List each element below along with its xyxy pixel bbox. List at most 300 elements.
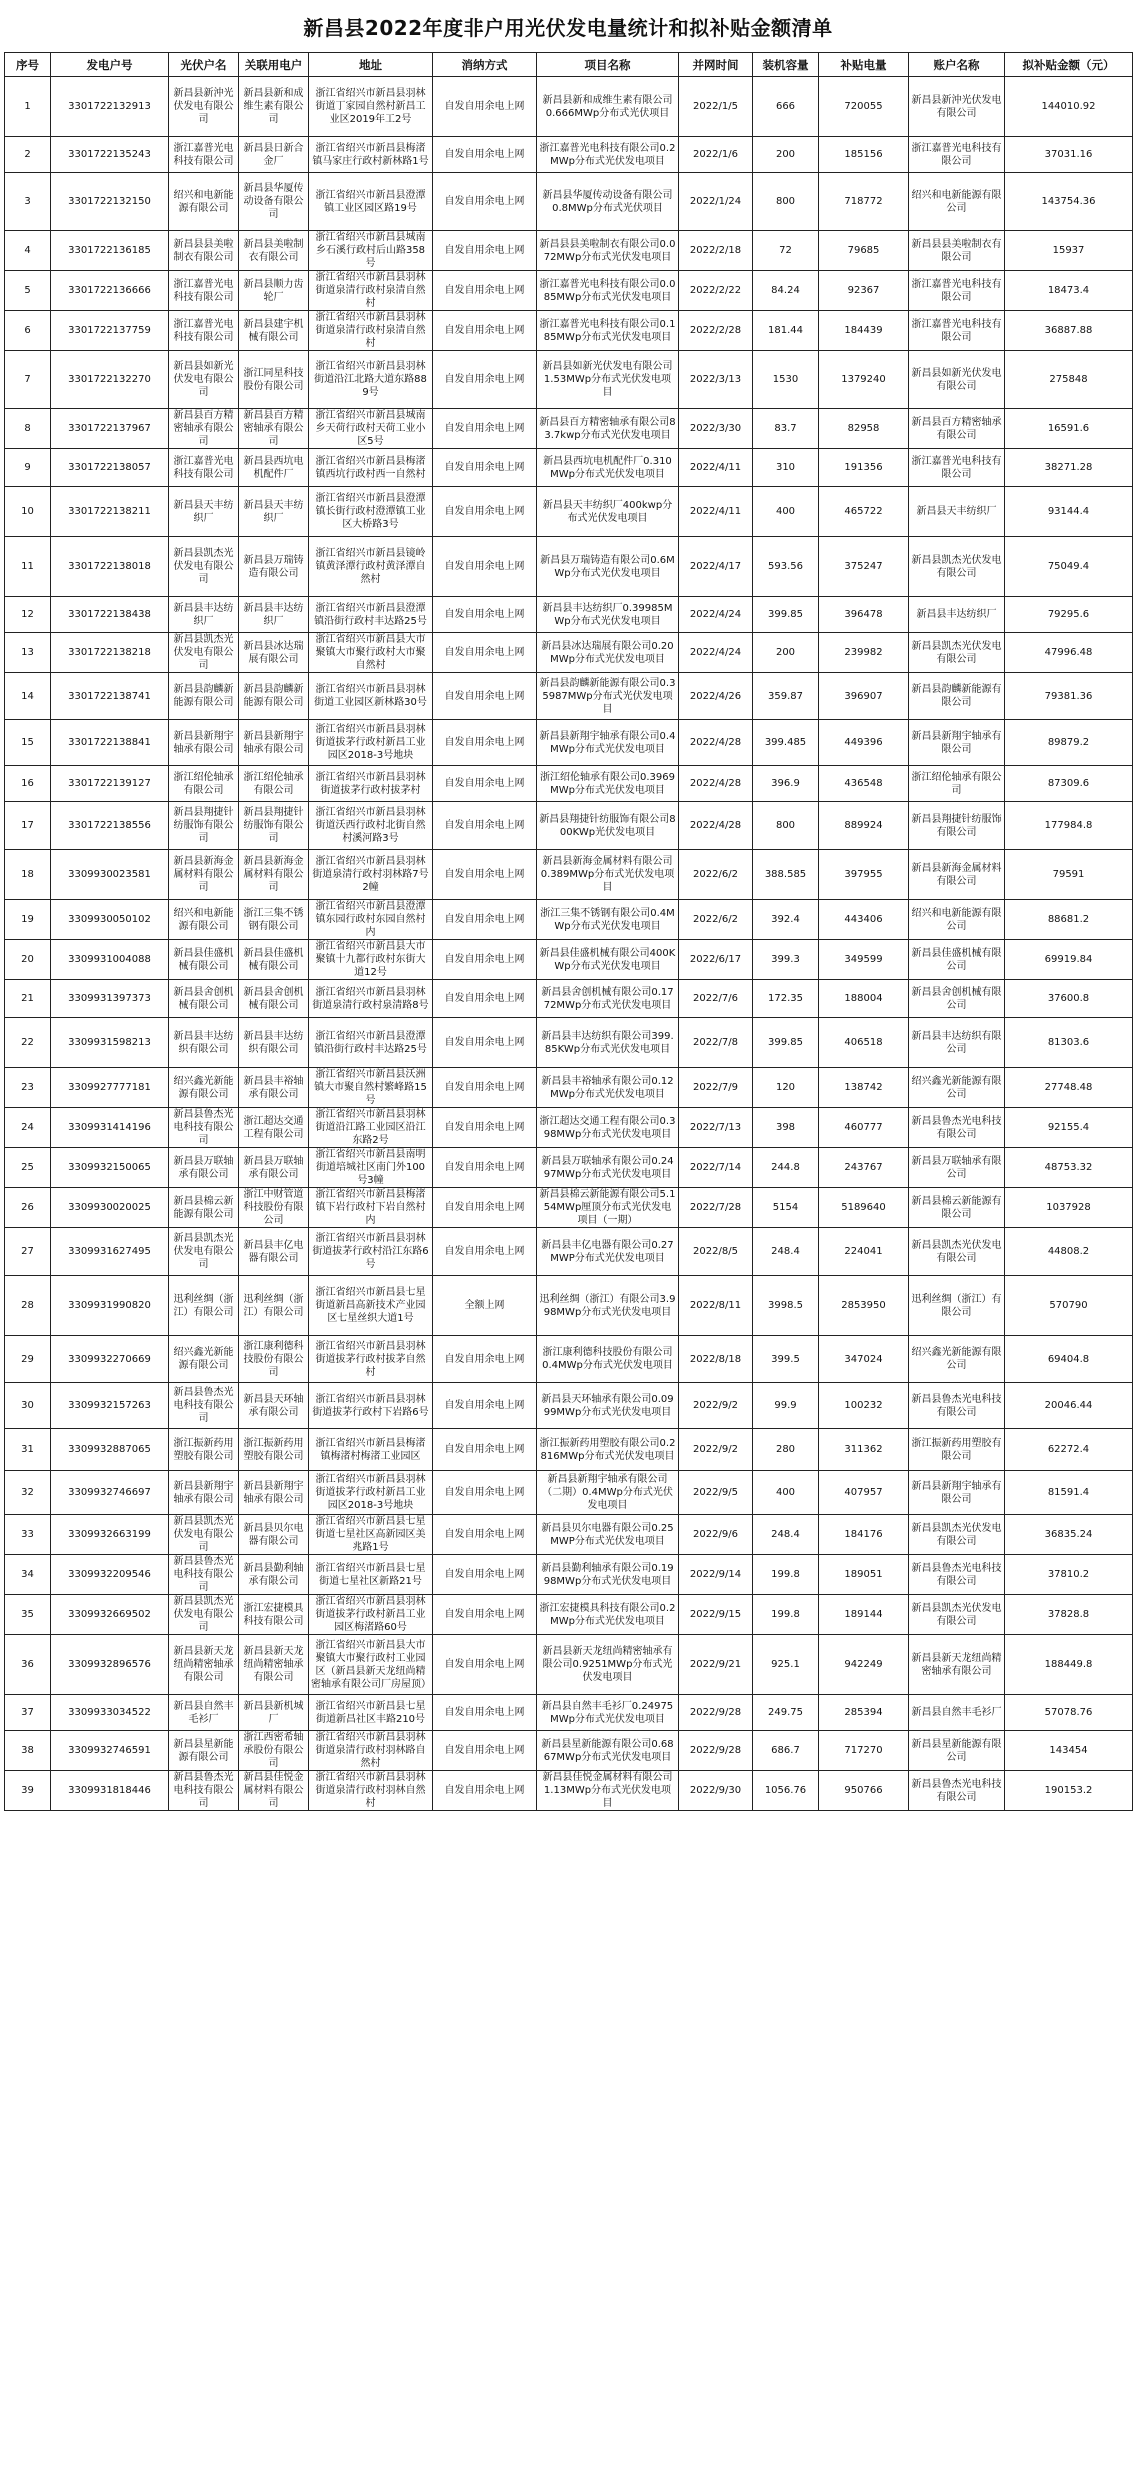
cell-linked-user: 新昌县佳盛机械有限公司 <box>239 940 309 980</box>
cell-capacity: 244.8 <box>753 1148 819 1188</box>
cell-subsidy-energy: 407957 <box>819 1471 909 1515</box>
cell-index: 37 <box>5 1695 51 1731</box>
cell-gen-account: 3309932270669 <box>51 1336 169 1383</box>
cell-subsidy-amount: 89879.2 <box>1005 720 1133 766</box>
cell-subsidy-energy: 189144 <box>819 1595 909 1635</box>
cell-project: 新昌县棉云新能源有限公司5.154MWp厘顶分布式光伏发电项目（一期） <box>537 1188 679 1228</box>
cell-gen-account: 3301722132913 <box>51 77 169 137</box>
cell-consumption: 自发自用余电上网 <box>433 311 537 351</box>
cell-consumption: 全额上网 <box>433 1276 537 1336</box>
cell-pv-name: 新昌县如新光伏发电有限公司 <box>169 351 239 409</box>
cell-account-name: 迅利丝绸（浙江）有限公司 <box>909 1276 1005 1336</box>
cell-address: 浙江省绍兴市新昌县梅渚镇西坑行政村西一自然村 <box>309 449 433 487</box>
cell-project: 浙江超达交通工程有限公司0.398MWp分布式光伏发电项目 <box>537 1108 679 1148</box>
cell-pv-name: 迅利丝绸（浙江）有限公司 <box>169 1276 239 1336</box>
cell-index: 17 <box>5 802 51 850</box>
cell-project: 新昌县万联轴承有限公司0.2497MWp分布式光伏发电项目 <box>537 1148 679 1188</box>
cell-capacity: 399.85 <box>753 1018 819 1068</box>
cell-gen-account: 3301722132270 <box>51 351 169 409</box>
cell-capacity: 1056.76 <box>753 1771 819 1811</box>
cell-capacity: 686.7 <box>753 1731 819 1771</box>
table-row <box>5 1383 1133 1429</box>
cell-capacity: 399.3 <box>753 940 819 980</box>
cell-grid-date: 2022/6/17 <box>679 940 753 980</box>
table-row <box>5 1635 1133 1695</box>
cell-account-name: 新昌县凯杰光伏发电有限公司 <box>909 1228 1005 1276</box>
cell-project: 新昌县丰裕轴承有限公司0.12MWp分布式光伏发电项目 <box>537 1068 679 1108</box>
cell-linked-user: 新昌县建宇机械有限公司 <box>239 311 309 351</box>
cell-account-name: 新昌县星新能源有限公司 <box>909 1731 1005 1771</box>
cell-subsidy-amount: 1037928 <box>1005 1188 1133 1228</box>
cell-account-name: 浙江振新药用塑胶有限公司 <box>909 1429 1005 1471</box>
cell-account-name: 新昌县如新光伏发电有限公司 <box>909 351 1005 409</box>
cell-project: 新昌县星新能源有限公司0.6867MWp分布式光伏发电项目 <box>537 1731 679 1771</box>
cell-subsidy-amount: 37031.16 <box>1005 137 1133 173</box>
cell-index: 1 <box>5 77 51 137</box>
cell-linked-user: 新昌县贝尔电器有限公司 <box>239 1515 309 1555</box>
cell-linked-user: 新昌县新翔宇轴承有限公司 <box>239 720 309 766</box>
cell-gen-account: 3301722132150 <box>51 173 169 231</box>
cell-capacity: 181.44 <box>753 311 819 351</box>
cell-index: 27 <box>5 1228 51 1276</box>
cell-capacity: 396.9 <box>753 766 819 802</box>
cell-address: 浙江省绍兴市新昌县羽林街道工业园区新林路30号 <box>309 673 433 720</box>
cell-capacity: 199.8 <box>753 1555 819 1595</box>
table-row <box>5 1515 1133 1555</box>
cell-gen-account: 3309931004088 <box>51 940 169 980</box>
cell-linked-user: 迅利丝绸（浙江）有限公司 <box>239 1276 309 1336</box>
cell-gen-account: 3301722136666 <box>51 271 169 311</box>
cell-address: 浙江省绍兴市新昌县羽林街道拔茅行政村拔茅自然村 <box>309 1336 433 1383</box>
cell-consumption: 自发自用余电上网 <box>433 900 537 940</box>
cell-index: 11 <box>5 537 51 597</box>
cell-capacity: 280 <box>753 1429 819 1471</box>
cell-consumption: 自发自用余电上网 <box>433 633 537 673</box>
cell-address: 浙江省绍兴市新昌县澄潭镇工业区园区路19号 <box>309 173 433 231</box>
cell-project: 浙江康利德科技股份有限公司0.4MWp分布式光伏发电项目 <box>537 1336 679 1383</box>
cell-subsidy-energy: 79685 <box>819 231 909 271</box>
cell-consumption: 自发自用余电上网 <box>433 137 537 173</box>
cell-grid-date: 2022/7/28 <box>679 1188 753 1228</box>
cell-consumption: 自发自用余电上网 <box>433 673 537 720</box>
cell-grid-date: 2022/6/2 <box>679 850 753 900</box>
cell-grid-date: 2022/6/2 <box>679 900 753 940</box>
cell-linked-user: 新昌县佳悦金属材料有限公司 <box>239 1771 309 1811</box>
cell-project: 新昌县县美啦制衣有限公司0.072MWp分布式光伏发电项目 <box>537 231 679 271</box>
cell-pv-name: 新昌县星新能源有限公司 <box>169 1731 239 1771</box>
table-row <box>5 1695 1133 1731</box>
cell-index: 39 <box>5 1771 51 1811</box>
header-cell-linked-user: 关联用电户 <box>239 53 309 77</box>
cell-address: 浙江省绍兴市新昌县澄潭镇东园行政村东园自然村内 <box>309 900 433 940</box>
cell-pv-name: 新昌县凯杰光伏发电有限公司 <box>169 1515 239 1555</box>
cell-linked-user: 新昌县美啦制衣有限公司 <box>239 231 309 271</box>
cell-pv-name: 新昌县凯杰光伏发电有限公司 <box>169 1228 239 1276</box>
cell-linked-user: 新昌县新海金属材料有限公司 <box>239 850 309 900</box>
cell-pv-name: 新昌县凯杰光伏发电有限公司 <box>169 537 239 597</box>
cell-index: 30 <box>5 1383 51 1429</box>
cell-project: 新昌县西坑电机配件厂0.310MWp分布式光伏发电项目 <box>537 449 679 487</box>
cell-gen-account: 3309931598213 <box>51 1018 169 1068</box>
cell-consumption: 自发自用余电上网 <box>433 1228 537 1276</box>
cell-account-name: 新昌县新翔宇轴承有限公司 <box>909 720 1005 766</box>
cell-subsidy-energy: 718772 <box>819 173 909 231</box>
cell-grid-date: 2022/7/6 <box>679 980 753 1018</box>
cell-grid-date: 2022/4/17 <box>679 537 753 597</box>
cell-consumption: 自发自用余电上网 <box>433 1731 537 1771</box>
table-row <box>5 940 1133 980</box>
cell-index: 8 <box>5 409 51 449</box>
cell-linked-user: 新昌县新和成维生素有限公司 <box>239 77 309 137</box>
cell-capacity: 200 <box>753 137 819 173</box>
cell-subsidy-energy: 82958 <box>819 409 909 449</box>
table-row <box>5 409 1133 449</box>
cell-grid-date: 2022/4/28 <box>679 802 753 850</box>
cell-consumption: 自发自用余电上网 <box>433 1018 537 1068</box>
cell-index: 5 <box>5 271 51 311</box>
cell-subsidy-energy: 100232 <box>819 1383 909 1429</box>
cell-consumption: 自发自用余电上网 <box>433 271 537 311</box>
cell-consumption: 自发自用余电上网 <box>433 1771 537 1811</box>
cell-address: 浙江省绍兴市新昌县澄潭镇沿街行政村丰达路25号 <box>309 597 433 633</box>
cell-pv-name: 新昌县丰达纺织有限公司 <box>169 1018 239 1068</box>
cell-subsidy-amount: 69919.84 <box>1005 940 1133 980</box>
cell-address: 浙江省绍兴市新昌县羽林街道丁家园自然村新昌工业区2019年工2号 <box>309 77 433 137</box>
header-cell-account-name: 账户名称 <box>909 53 1005 77</box>
cell-project: 新昌县百方精密轴承有限公司83.7kwp分布式光伏发电项目 <box>537 409 679 449</box>
cell-capacity: 392.4 <box>753 900 819 940</box>
cell-project: 浙江宏捷模具科技有限公司0.2MWp分布式光伏发电项目 <box>537 1595 679 1635</box>
cell-pv-name: 新昌县新翔宇轴承有限公司 <box>169 1471 239 1515</box>
cell-consumption: 自发自用余电上网 <box>433 597 537 633</box>
cell-gen-account: 3309931627495 <box>51 1228 169 1276</box>
cell-pv-name: 新昌县翔捷针纺服饰有限公司 <box>169 802 239 850</box>
cell-address: 浙江省绍兴市新昌县羽林街道泉清行政村泉清路8号 <box>309 980 433 1018</box>
cell-pv-name: 新昌县丰达纺织厂 <box>169 597 239 633</box>
cell-project: 新昌县天环轴承有限公司0.0999MWp分布式光伏发电项目 <box>537 1383 679 1429</box>
cell-pv-name: 新昌县新沖光伏发电有限公司 <box>169 77 239 137</box>
cell-account-name: 新昌县佳盛机械有限公司 <box>909 940 1005 980</box>
cell-address: 浙江省绍兴市新昌县梅渚镇下岩行政村下岩自然村内 <box>309 1188 433 1228</box>
cell-subsidy-energy: 188004 <box>819 980 909 1018</box>
cell-pv-name: 新昌县鲁杰光电科技有限公司 <box>169 1771 239 1811</box>
cell-address: 浙江省绍兴市新昌县羽林街道拔茅行政村沿江东路6号 <box>309 1228 433 1276</box>
cell-consumption: 自发自用余电上网 <box>433 720 537 766</box>
cell-address: 浙江省绍兴市新昌县羽林街道沃西行政村北街自然村溪河路3号 <box>309 802 433 850</box>
cell-index: 28 <box>5 1276 51 1336</box>
cell-subsidy-energy: 396907 <box>819 673 909 720</box>
cell-pv-name: 新昌县县美啦制衣有限公司 <box>169 231 239 271</box>
cell-gen-account: 3309930050102 <box>51 900 169 940</box>
cell-account-name: 新昌县天丰纺织厂 <box>909 487 1005 537</box>
cell-subsidy-amount: 69404.8 <box>1005 1336 1133 1383</box>
cell-address: 浙江省绍兴市新昌县羽林街道沿江北路大道东路889号 <box>309 351 433 409</box>
cell-subsidy-amount: 16591.6 <box>1005 409 1133 449</box>
header-cell-gen-account: 发电户号 <box>51 53 169 77</box>
cell-account-name: 新昌县凯杰光伏发电有限公司 <box>909 1515 1005 1555</box>
cell-address: 浙江省绍兴市新昌县澄潭镇沿街行政村丰达路25号 <box>309 1018 433 1068</box>
cell-gen-account: 3309930020025 <box>51 1188 169 1228</box>
cell-capacity: 400 <box>753 487 819 537</box>
cell-pv-name: 浙江绍伦轴承有限公司 <box>169 766 239 802</box>
cell-index: 15 <box>5 720 51 766</box>
cell-gen-account: 3309932157263 <box>51 1383 169 1429</box>
cell-subsidy-energy: 406518 <box>819 1018 909 1068</box>
cell-grid-date: 2022/7/9 <box>679 1068 753 1108</box>
cell-capacity: 399.485 <box>753 720 819 766</box>
cell-subsidy-amount: 18473.4 <box>1005 271 1133 311</box>
cell-capacity: 399.5 <box>753 1336 819 1383</box>
cell-grid-date: 2022/9/30 <box>679 1771 753 1811</box>
cell-subsidy-energy: 436548 <box>819 766 909 802</box>
cell-linked-user: 新昌县百方精密轴承有限公司 <box>239 409 309 449</box>
cell-subsidy-amount: 144010.92 <box>1005 77 1133 137</box>
table-row <box>5 137 1133 173</box>
cell-linked-user: 新昌县丰达纺织有限公司 <box>239 1018 309 1068</box>
cell-account-name: 新昌县舍创机械有限公司 <box>909 980 1005 1018</box>
header-cell-pv-name: 光伏户名 <box>169 53 239 77</box>
cell-account-name: 浙江嘉普光电科技有限公司 <box>909 271 1005 311</box>
cell-address: 浙江省绍兴市新昌县城南乡天荷行政村天荷工业小区5号 <box>309 409 433 449</box>
cell-subsidy-energy: 950766 <box>819 1771 909 1811</box>
cell-subsidy-amount: 47996.48 <box>1005 633 1133 673</box>
cell-grid-date: 2022/8/5 <box>679 1228 753 1276</box>
table-row <box>5 311 1133 351</box>
cell-consumption: 自发自用余电上网 <box>433 1635 537 1695</box>
cell-capacity: 388.585 <box>753 850 819 900</box>
cell-subsidy-amount: 188449.8 <box>1005 1635 1133 1695</box>
cell-project: 新昌县佳悦金属材料有限公司1.13MWp分布式光伏发电项目 <box>537 1771 679 1811</box>
cell-address: 浙江省绍兴市新昌县羽林街道拔茅行政村拔茅村 <box>309 766 433 802</box>
cell-grid-date: 2022/8/18 <box>679 1336 753 1383</box>
cell-gen-account: 3301722138057 <box>51 449 169 487</box>
cell-consumption: 自发自用余电上网 <box>433 351 537 409</box>
cell-subsidy-amount: 143454 <box>1005 1731 1133 1771</box>
cell-linked-user: 新昌县舍创机械有限公司 <box>239 980 309 1018</box>
cell-capacity: 200 <box>753 633 819 673</box>
cell-grid-date: 2022/9/14 <box>679 1555 753 1595</box>
cell-capacity: 593.56 <box>753 537 819 597</box>
cell-account-name: 新昌县凯杰光伏发电有限公司 <box>909 633 1005 673</box>
table-row <box>5 1276 1133 1336</box>
cell-subsidy-energy: 1379240 <box>819 351 909 409</box>
cell-index: 13 <box>5 633 51 673</box>
cell-linked-user: 浙江超达交通工程有限公司 <box>239 1108 309 1148</box>
cell-subsidy-energy: 184176 <box>819 1515 909 1555</box>
cell-consumption: 自发自用余电上网 <box>433 173 537 231</box>
cell-capacity: 72 <box>753 231 819 271</box>
header-cell-address: 地址 <box>309 53 433 77</box>
cell-subsidy-energy: 311362 <box>819 1429 909 1471</box>
cell-account-name: 新昌县丰达纺织厂 <box>909 597 1005 633</box>
cell-subsidy-energy: 347024 <box>819 1336 909 1383</box>
cell-project: 浙江嘉普光电科技有限公司0.085MWp分布式光伏发电项目 <box>537 271 679 311</box>
cell-account-name: 新昌县自然丰毛衫厂 <box>909 1695 1005 1731</box>
cell-grid-date: 2022/3/30 <box>679 409 753 449</box>
cell-project: 新昌县丰达纺织有限公司399.85KWp分布式光伏发电项目 <box>537 1018 679 1068</box>
cell-gen-account: 3301722135243 <box>51 137 169 173</box>
cell-grid-date: 2022/4/11 <box>679 487 753 537</box>
cell-account-name: 新昌县新天龙纽尚精密轴承有限公司 <box>909 1635 1005 1695</box>
cell-linked-user: 新昌县韵麟新能源有限公司 <box>239 673 309 720</box>
cell-capacity: 400 <box>753 1471 819 1515</box>
cell-pv-name: 新昌县新翔宇轴承有限公司 <box>169 720 239 766</box>
cell-project: 新昌县佳盛机械有限公司400KWp分布式光伏发电项目 <box>537 940 679 980</box>
table-row <box>5 351 1133 409</box>
cell-grid-date: 2022/9/28 <box>679 1695 753 1731</box>
cell-account-name: 新昌县鲁杰光电科技有限公司 <box>909 1555 1005 1595</box>
cell-index: 25 <box>5 1148 51 1188</box>
cell-address: 浙江省绍兴市新昌县羽林街道拔茅行政村下岩路6号 <box>309 1383 433 1429</box>
table-row <box>5 673 1133 720</box>
cell-linked-user: 新昌县天环轴承有限公司 <box>239 1383 309 1429</box>
cell-account-name: 新昌县鲁杰光电科技有限公司 <box>909 1108 1005 1148</box>
cell-index: 31 <box>5 1429 51 1471</box>
cell-gen-account: 3309932746591 <box>51 1731 169 1771</box>
cell-capacity: 3998.5 <box>753 1276 819 1336</box>
cell-grid-date: 2022/9/2 <box>679 1383 753 1429</box>
header-cell-capacity: 装机容量 <box>753 53 819 77</box>
cell-address: 浙江省绍兴市新昌县羽林街道沿江路工业园区沿江东路2号 <box>309 1108 433 1148</box>
cell-subsidy-amount: 79591 <box>1005 850 1133 900</box>
cell-subsidy-amount: 27748.48 <box>1005 1068 1133 1108</box>
cell-subsidy-amount: 79381.36 <box>1005 673 1133 720</box>
cell-subsidy-energy: 5189640 <box>819 1188 909 1228</box>
cell-linked-user: 浙江宏捷模具科技有限公司 <box>239 1595 309 1635</box>
cell-account-name: 浙江嘉普光电科技有限公司 <box>909 311 1005 351</box>
cell-index: 21 <box>5 980 51 1018</box>
cell-pv-name: 新昌县凯杰光伏发电有限公司 <box>169 1595 239 1635</box>
cell-account-name: 浙江嘉普光电科技有限公司 <box>909 449 1005 487</box>
cell-address: 浙江省绍兴市新昌县羽林街道泉清行政村羽林路自然村 <box>309 1731 433 1771</box>
header-cell-subsidy-amount: 拟补贴金额（元） <box>1005 53 1133 77</box>
cell-linked-user: 浙江中财管道科技股份有限公司 <box>239 1188 309 1228</box>
cell-subsidy-amount: 92155.4 <box>1005 1108 1133 1148</box>
table-row <box>5 1771 1133 1811</box>
cell-subsidy-energy: 397955 <box>819 850 909 900</box>
table-row <box>5 231 1133 271</box>
cell-capacity: 399.85 <box>753 597 819 633</box>
cell-account-name: 新昌县百方精密轴承有限公司 <box>909 409 1005 449</box>
cell-account-name: 绍兴和电新能源有限公司 <box>909 900 1005 940</box>
cell-subsidy-amount: 62272.4 <box>1005 1429 1133 1471</box>
cell-grid-date: 2022/4/26 <box>679 673 753 720</box>
cell-index: 32 <box>5 1471 51 1515</box>
cell-subsidy-amount: 36887.88 <box>1005 311 1133 351</box>
cell-grid-date: 2022/9/5 <box>679 1471 753 1515</box>
cell-subsidy-energy: 449396 <box>819 720 909 766</box>
cell-address: 浙江省绍兴市新昌县七星街道七星社区新路21号 <box>309 1555 433 1595</box>
table-row <box>5 633 1133 673</box>
cell-subsidy-amount: 38271.28 <box>1005 449 1133 487</box>
cell-consumption: 自发自用余电上网 <box>433 487 537 537</box>
cell-index: 34 <box>5 1555 51 1595</box>
cell-project: 新昌县万瑞铸造有限公司0.6MWp分布式光伏发电项目 <box>537 537 679 597</box>
cell-grid-date: 2022/9/15 <box>679 1595 753 1635</box>
cell-index: 12 <box>5 597 51 633</box>
cell-account-name: 新昌县凯杰光伏发电有限公司 <box>909 537 1005 597</box>
cell-subsidy-energy: 443406 <box>819 900 909 940</box>
cell-project: 新昌县勤利轴承有限公司0.1998MWp分布式光伏发电项目 <box>537 1555 679 1595</box>
table-row <box>5 720 1133 766</box>
cell-gen-account: 3301722138218 <box>51 633 169 673</box>
cell-subsidy-energy: 465722 <box>819 487 909 537</box>
cell-consumption: 自发自用余电上网 <box>433 1471 537 1515</box>
cell-subsidy-energy: 285394 <box>819 1695 909 1731</box>
cell-subsidy-energy: 243767 <box>819 1148 909 1188</box>
cell-subsidy-energy: 184439 <box>819 311 909 351</box>
cell-gen-account: 3309932746697 <box>51 1471 169 1515</box>
cell-project: 新昌县自然丰毛衫厂0.24975MWp分布式光伏发电项目 <box>537 1695 679 1731</box>
table-row <box>5 802 1133 850</box>
cell-linked-user: 新昌县冰达瑞展有限公司 <box>239 633 309 673</box>
header-cell-index: 序号 <box>5 53 51 77</box>
cell-consumption: 自发自用余电上网 <box>433 1515 537 1555</box>
cell-pv-name: 新昌县万联轴承有限公司 <box>169 1148 239 1188</box>
cell-gen-account: 3309932896576 <box>51 1635 169 1695</box>
cell-pv-name: 绍兴鑫光新能源有限公司 <box>169 1068 239 1108</box>
cell-subsidy-amount: 79295.6 <box>1005 597 1133 633</box>
cell-grid-date: 2022/2/18 <box>679 231 753 271</box>
cell-index: 35 <box>5 1595 51 1635</box>
cell-index: 14 <box>5 673 51 720</box>
cell-consumption: 自发自用余电上网 <box>433 1555 537 1595</box>
cell-index: 16 <box>5 766 51 802</box>
cell-grid-date: 2022/7/13 <box>679 1108 753 1148</box>
table-row <box>5 77 1133 137</box>
cell-project: 新昌县新和成维生素有限公司0.666MWp分布式光伏项目 <box>537 77 679 137</box>
table-row <box>5 980 1133 1018</box>
cell-consumption: 自发自用余电上网 <box>433 409 537 449</box>
cell-pv-name: 新昌县韵麟新能源有限公司 <box>169 673 239 720</box>
cell-linked-user: 浙江绍伦轴承有限公司 <box>239 766 309 802</box>
cell-subsidy-energy: 239982 <box>819 633 909 673</box>
cell-capacity: 172.35 <box>753 980 819 1018</box>
cell-linked-user: 新昌县华厦传动设备有限公司 <box>239 173 309 231</box>
cell-capacity: 1530 <box>753 351 819 409</box>
cell-index: 20 <box>5 940 51 980</box>
cell-grid-date: 2022/4/28 <box>679 766 753 802</box>
cell-account-name: 新昌县凯杰光伏发电有限公司 <box>909 1595 1005 1635</box>
cell-pv-name: 绍兴鑫光新能源有限公司 <box>169 1336 239 1383</box>
table-row <box>5 900 1133 940</box>
cell-index: 33 <box>5 1515 51 1555</box>
cell-index: 38 <box>5 1731 51 1771</box>
cell-account-name: 新昌县翔捷针纺服饰有限公司 <box>909 802 1005 850</box>
table-row <box>5 1336 1133 1383</box>
cell-linked-user: 浙江同星科技股份有限公司 <box>239 351 309 409</box>
cell-account-name: 新昌县新翔宇轴承有限公司 <box>909 1471 1005 1515</box>
cell-subsidy-amount: 81591.4 <box>1005 1471 1133 1515</box>
cell-subsidy-amount: 37810.2 <box>1005 1555 1133 1595</box>
cell-address: 浙江省绍兴市新昌县大市聚镇十九都行政村东街大道12号 <box>309 940 433 980</box>
cell-project: 浙江三集不锈钢有限公司0.4MWp分布式光伏发电项目 <box>537 900 679 940</box>
cell-linked-user: 浙江康利德科技股份有限公司 <box>239 1336 309 1383</box>
cell-capacity: 359.87 <box>753 673 819 720</box>
cell-gen-account: 3301722138438 <box>51 597 169 633</box>
cell-subsidy-energy: 375247 <box>819 537 909 597</box>
table-row <box>5 766 1133 802</box>
header-cell-project: 项目名称 <box>537 53 679 77</box>
cell-linked-user: 新昌县万联轴承有限公司 <box>239 1148 309 1188</box>
cell-subsidy-amount: 15937 <box>1005 231 1133 271</box>
cell-address: 浙江省绍兴市新昌县七星街道新昌高新技术产业园区七星丝织大道1号 <box>309 1276 433 1336</box>
header-cell-consumption: 消纳方式 <box>433 53 537 77</box>
subsidy-table <box>4 52 1133 1811</box>
cell-address: 浙江省绍兴市新昌县镜岭镇黄泽潭行政村黄泽潭自然村 <box>309 537 433 597</box>
table-body <box>5 77 1133 1811</box>
cell-grid-date: 2022/9/21 <box>679 1635 753 1695</box>
